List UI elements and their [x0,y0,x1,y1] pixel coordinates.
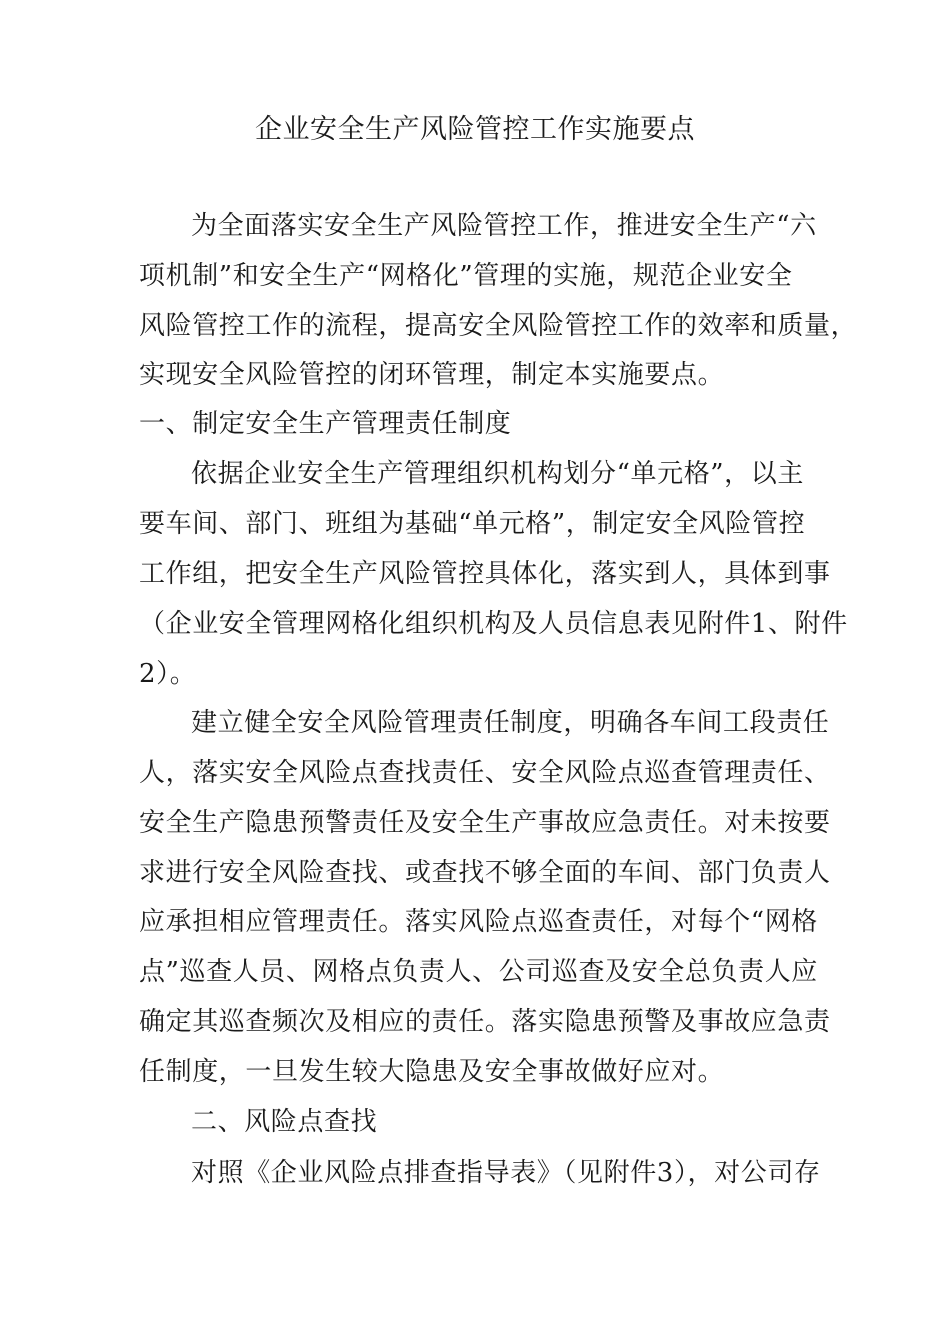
paragraph-line: 项机制”和安全生产“网格化”管理的实施，规范企业安全 [139,261,793,291]
paragraph-line: 点”巡查人员、网格点负责人、公司巡查及安全总负责人应 [139,957,818,987]
paragraph-line: 为全面落实安全生产风险管控工作，推进安全生产“六 [191,211,817,241]
paragraph-line: 人，落实安全风险点查找责任、安全风险点巡查管理责任、 [139,758,831,788]
paragraph-line: 风险管控工作的流程，提高安全风险管控工作的效率和质量， [139,311,858,341]
document-title: 企业安全生产风险管控工作实施要点 [255,114,695,145]
paragraph-line: 工作组，把安全生产风险管控具体化，落实到人，具体到事 [139,559,831,589]
paragraph-line: 对照《企业风险点排查指导表》（见附件3），对公司存 [191,1158,821,1188]
paragraph-line: 求进行安全风险查找、或查找不够全面的车间、部门负责人 [139,858,831,888]
paragraph-line: 2）。 [139,659,197,689]
paragraph-line: 实现安全风险管控的闭环管理，制定本实施要点。 [139,360,725,390]
paragraph-line: 确定其巡查频次及相应的责任。落实隐患预警及事故应急责 [139,1007,831,1037]
paragraph-line: 要车间、部门、班组为基础“单元格”，制定安全风险管控 [139,509,806,539]
section-heading: 一、制定安全生产管理责任制度 [139,409,512,439]
paragraph-line: 安全生产隐患预警责任及安全生产事故应急责任。对未按要 [139,808,831,838]
paragraph-line: 建立健全安全风险管理责任制度，明确各车间工段责任 [191,708,830,738]
paragraph-line: 依据企业安全生产管理组织机构划分“单元格”，以主 [191,459,804,489]
section-heading: 二、风险点查找 [191,1107,378,1137]
paragraph-line: 应承担相应管理责任。落实风险点巡查责任，对每个“网格 [139,907,818,937]
paragraph-line: （企业安全管理网格化组织机构及人员信息表见附件1、附件 [139,609,848,639]
paragraph-line: 任制度，一旦发生较大隐患及安全事故做好应对。 [139,1057,725,1087]
